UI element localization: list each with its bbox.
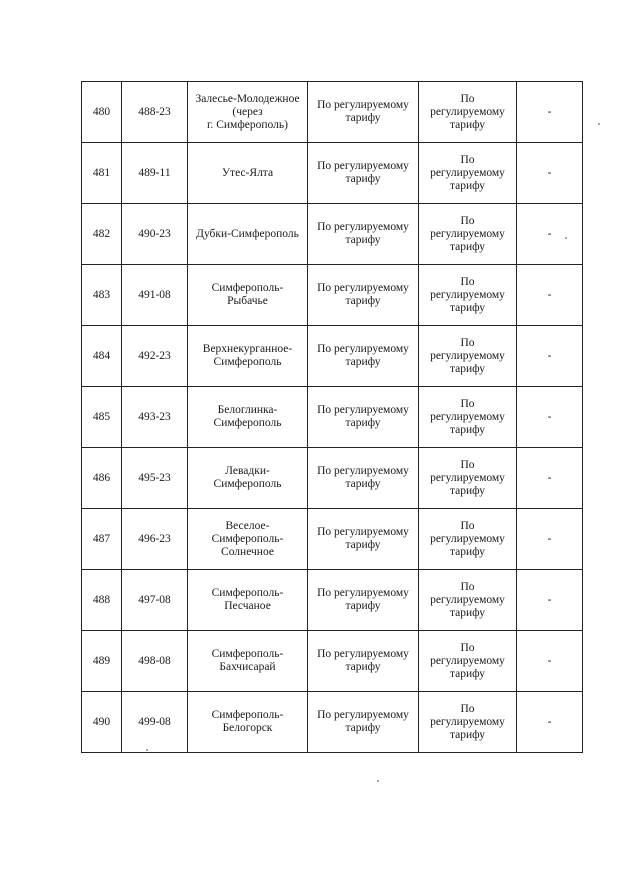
table-row (82, 204, 583, 265)
tariff-cell (308, 509, 419, 570)
route-name-cell (188, 265, 308, 326)
route-code-cell-text: 497-08 (138, 593, 171, 606)
tariff-cell (308, 326, 419, 387)
route-name-cell (188, 387, 308, 448)
route-name-cell (188, 326, 308, 387)
tariff-cell-text: По регулируемому тарифу (430, 519, 505, 558)
table-row (82, 692, 583, 753)
row-number-cell (82, 509, 122, 570)
table-row (82, 448, 583, 509)
row-number-cell-text: 488 (92, 593, 111, 606)
tariff-cell (308, 265, 419, 326)
table-row (82, 509, 583, 570)
table-row (82, 387, 583, 448)
route-name-cell-text: Симферополь- Песчаное (211, 587, 284, 612)
dash-cell-text: - (547, 593, 552, 606)
route-name-cell-text: Веселое- Симферополь- Солнечное (211, 519, 284, 558)
tariff-cell (419, 387, 517, 448)
row-number-cell (82, 692, 122, 753)
tariff-cell-text: По регулируемому тарифу (317, 404, 409, 429)
scan-speck (598, 123, 600, 125)
table-row (82, 265, 583, 326)
route-name-cell (188, 509, 308, 570)
route-code-cell (122, 143, 188, 204)
table-row (82, 82, 583, 143)
dash-cell-text: - (547, 349, 552, 362)
tariff-cell-text: По регулируемому тарифу (317, 526, 409, 551)
route-name-cell (188, 143, 308, 204)
tariff-cell-text: По регулируемому тарифу (317, 465, 409, 490)
tariff-cell-text: По регулируемому тарифу (430, 702, 505, 741)
route-code-cell (122, 448, 188, 509)
route-code-cell (122, 326, 188, 387)
table-row (82, 570, 583, 631)
route-code-cell (122, 631, 188, 692)
row-number-cell-text: 489 (92, 654, 111, 667)
dash-cell (517, 448, 583, 509)
row-number-cell-text: 481 (92, 166, 111, 179)
tariff-cell (308, 82, 419, 143)
dash-cell (517, 631, 583, 692)
route-code-cell-text: 499-08 (138, 715, 171, 728)
row-number-cell-text: 480 (92, 105, 111, 118)
table-row (82, 631, 583, 692)
scan-speck (565, 237, 567, 239)
tariff-cell-text: По регулируемому тарифу (317, 99, 409, 124)
tariff-cell-text: По регулируемому тарифу (430, 153, 505, 192)
tariff-cell-text: По регулируемому тарифу (317, 160, 409, 185)
dash-cell (517, 692, 583, 753)
route-name-cell-text: Левадки- Симферополь (213, 465, 282, 490)
tariff-cell (419, 143, 517, 204)
tariff-cell (419, 448, 517, 509)
route-name-cell-text: Симферополь- Белогорск (211, 709, 284, 734)
routes-table (81, 81, 583, 753)
route-code-cell-text: 492-23 (138, 349, 171, 362)
tariff-cell-text: По регулируемому тарифу (430, 275, 505, 314)
row-number-cell-text: 482 (92, 227, 111, 240)
route-name-cell (188, 570, 308, 631)
route-code-cell (122, 692, 188, 753)
dash-cell-text: - (547, 410, 552, 423)
route-code-cell-text: 493-23 (138, 410, 171, 423)
route-code-cell (122, 265, 188, 326)
route-name-cell (188, 204, 308, 265)
route-name-cell-text: Верхнекурганное- Симферополь (202, 343, 293, 368)
row-number-cell-text: 484 (92, 349, 111, 362)
tariff-cell (308, 143, 419, 204)
route-code-cell-text: 496-23 (138, 532, 171, 545)
dash-cell-text: - (547, 105, 552, 118)
dash-cell (517, 204, 583, 265)
tariff-cell (419, 692, 517, 753)
tariff-cell (419, 265, 517, 326)
row-number-cell (82, 631, 122, 692)
route-name-cell (188, 692, 308, 753)
tariff-cell (419, 82, 517, 143)
route-code-cell-text: 498-08 (138, 654, 171, 667)
scan-speck (146, 749, 148, 751)
route-name-cell (188, 82, 308, 143)
dash-cell-text: - (547, 532, 552, 545)
tariff-cell (419, 204, 517, 265)
tariff-cell-text: По регулируемому тарифу (430, 92, 505, 131)
table-row (82, 143, 583, 204)
route-code-cell-text: 488-23 (138, 105, 171, 118)
dash-cell (517, 509, 583, 570)
tariff-cell-text: По регулируемому тарифу (317, 709, 409, 734)
tariff-cell-text: По регулируемому тарифу (430, 214, 505, 253)
route-code-cell (122, 82, 188, 143)
dash-cell-text: - (547, 471, 552, 484)
tariff-cell (308, 692, 419, 753)
tariff-cell (308, 631, 419, 692)
route-name-cell-text: Утес-Ялта (221, 166, 274, 179)
tariff-cell-text: По регулируемому тарифу (317, 343, 409, 368)
route-code-cell (122, 204, 188, 265)
dash-cell (517, 82, 583, 143)
dash-cell-text: - (547, 715, 552, 728)
route-name-cell-text: Симферополь- Бахчисарай (211, 648, 284, 673)
tariff-cell-text: По регулируемому тарифу (430, 641, 505, 680)
dash-cell-text: - (547, 654, 552, 667)
route-name-cell-text: Белоглинка- Симферополь (213, 404, 282, 429)
row-number-cell (82, 143, 122, 204)
row-number-cell-text: 487 (92, 532, 111, 545)
row-number-cell-text: 486 (92, 471, 111, 484)
dash-cell-text: - (547, 166, 552, 179)
route-code-cell-text: 490-23 (138, 227, 171, 240)
tariff-cell (308, 387, 419, 448)
row-number-cell (82, 570, 122, 631)
route-name-cell-text: Симферополь- Рыбачье (211, 282, 284, 307)
tariff-cell-text: По регулируемому тарифу (430, 336, 505, 375)
route-code-cell (122, 387, 188, 448)
row-number-cell (82, 448, 122, 509)
row-number-cell-text: 483 (92, 288, 111, 301)
tariff-cell (419, 326, 517, 387)
route-name-cell (188, 631, 308, 692)
tariff-cell-text: По регулируемому тарифу (430, 458, 505, 497)
tariff-cell (419, 631, 517, 692)
route-code-cell (122, 509, 188, 570)
dash-cell (517, 387, 583, 448)
row-number-cell (82, 82, 122, 143)
tariff-cell (308, 570, 419, 631)
route-name-cell-text: Дубки-Симферополь (196, 227, 299, 240)
route-code-cell-text: 489-11 (138, 166, 171, 179)
route-name-cell (188, 448, 308, 509)
dash-cell (517, 570, 583, 631)
dash-cell-text: - (547, 227, 552, 240)
row-number-cell-text: 485 (92, 410, 111, 423)
dash-cell-text: - (547, 288, 552, 301)
tariff-cell-text: По регулируемому тарифу (317, 221, 409, 246)
row-number-cell (82, 326, 122, 387)
route-code-cell-text: 495-23 (138, 471, 171, 484)
dash-cell (517, 265, 583, 326)
row-number-cell (82, 204, 122, 265)
tariff-cell (419, 570, 517, 631)
tariff-cell-text: По регулируемому тарифу (317, 282, 409, 307)
tariff-cell-text: По регулируемому тарифу (317, 648, 409, 673)
tariff-cell-text: По регулируемому тарифу (317, 587, 409, 612)
tariff-cell (308, 448, 419, 509)
tariff-cell-text: По регулируемому тарифу (430, 580, 505, 619)
scan-speck (377, 780, 379, 782)
tariff-cell (419, 509, 517, 570)
row-number-cell (82, 265, 122, 326)
tariff-cell-text: По регулируемому тарифу (430, 397, 505, 436)
dash-cell (517, 326, 583, 387)
route-code-cell (122, 570, 188, 631)
route-name-cell-text: Залесье-Молодежное (через г. Симферополь) (195, 92, 300, 131)
route-code-cell-text: 491-08 (138, 288, 171, 301)
table-row (82, 326, 583, 387)
tariff-cell (308, 204, 419, 265)
dash-cell (517, 143, 583, 204)
routes-table-body (82, 82, 583, 753)
row-number-cell-text: 490 (92, 715, 111, 728)
row-number-cell (82, 387, 122, 448)
